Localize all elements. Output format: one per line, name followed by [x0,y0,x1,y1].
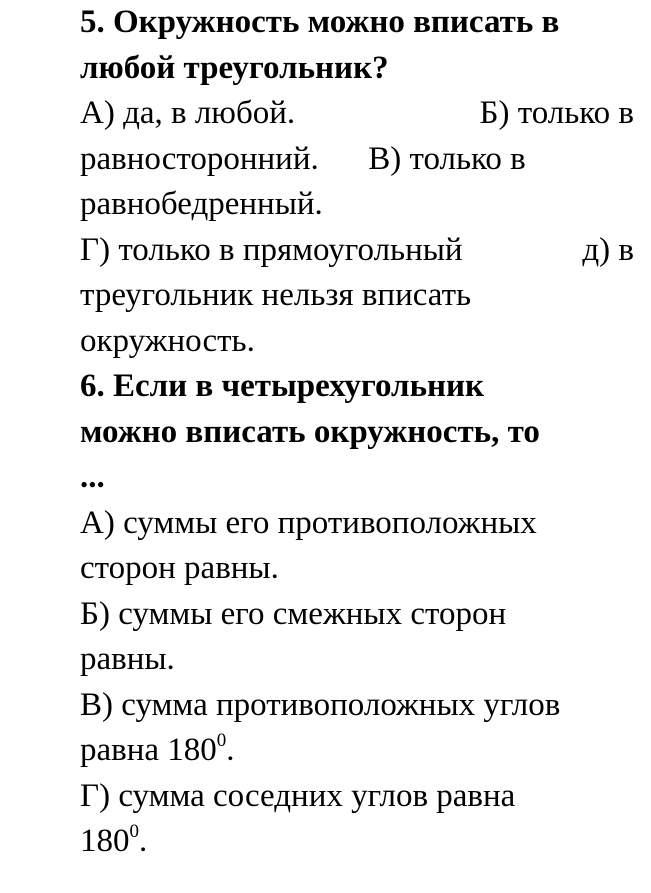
question-5-title-line2: любой треугольник? [80,49,389,86]
degree-superscript: 0 [129,821,139,842]
question-6-option-v-text: равна 180 [80,732,217,768]
question-5-option-v-end: равнобедренный. [80,186,323,222]
question-6-option-g-text: 180 [80,823,130,859]
question-6-option-v-period: . [226,732,235,768]
degree-superscript: 0 [216,730,227,751]
question-5-option-d-line3: окружность. [80,322,255,359]
question-5-option-d-line2: треугольник нельзя вписать [80,277,472,313]
question-5-option-v-start: В) только в [368,140,526,177]
question-6-option-b-line2: равны. [80,641,175,677]
question-6-option-a-line1: А) суммы его противоположных [80,504,537,541]
question-6-option-g-line1: Г) сумма соседних углов равна [80,777,516,814]
question-5 [80,0,645,364]
question-6-option-a-line2: сторон равны. [80,550,279,586]
question-6-title-line1: 6. Если в четырехугольник [80,368,485,404]
question-5-options-row1 [80,91,634,137]
question-6-title-line3: ... [80,459,105,495]
question-6-option-v-line2 [80,728,645,774]
question-6-option-g-line2 [80,819,645,865]
question-5-option-b-end: равносторонний. [80,140,319,177]
question-6-option-g-period: . [139,823,148,859]
question-5-options-row4 [80,228,634,274]
quiz-page [80,0,645,865]
question-5-option-d-start: д) в [582,231,634,268]
question-5-options-row2 [80,137,645,183]
question-6-option-b-line1: Б) суммы его смежных сторон [80,595,507,632]
question-5-option-b-start: Б) только в [479,95,634,131]
question-6-option-v-line1: В) сумма противоположных углов [80,686,561,723]
question-6-title-line2: можно вписать окружность, то [80,413,540,450]
question-5-option-g: Г) только в прямоугольный [80,231,463,268]
question-5-title-line1: 5. Окружность можно вписать в [80,4,560,40]
question-6 [80,364,645,865]
question-5-option-a: А) да, в любой. [80,95,296,131]
